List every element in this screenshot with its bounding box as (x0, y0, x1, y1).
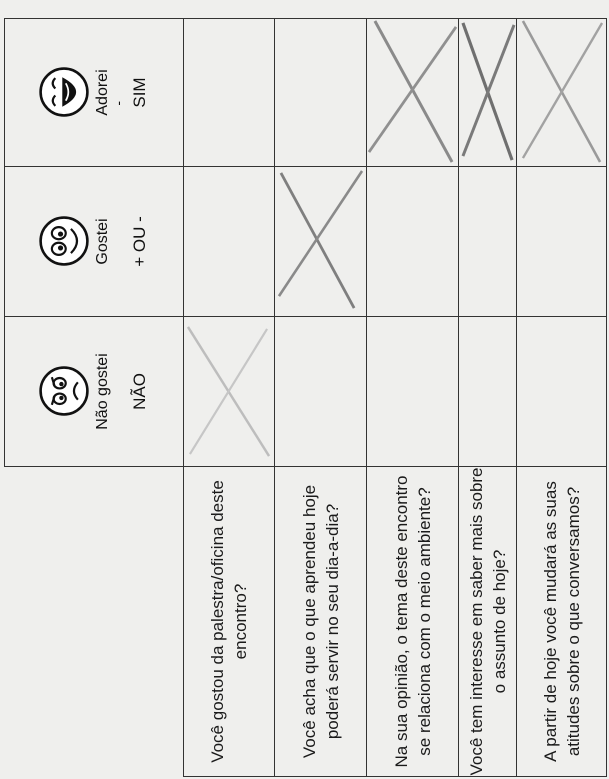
answer-cell-adorei (367, 19, 459, 167)
question-row (517, 19, 607, 777)
question-row (275, 19, 367, 777)
answer-cell-gostei (367, 167, 459, 317)
column-label: Não gostei (94, 353, 111, 430)
column-header-gostei (5, 167, 184, 317)
answer-cell-gostei (275, 167, 367, 317)
question-text: Você gostou da palestra/oficina deste encontro? (184, 467, 275, 777)
answer-cell-gostei (184, 167, 275, 317)
answer-cell-nao (275, 317, 367, 467)
satisfaction-survey-table (4, 18, 607, 777)
column-code: + OU - (130, 216, 149, 267)
smile-face-icon (38, 216, 90, 268)
sad-face-icon (38, 366, 90, 418)
question-row (184, 19, 275, 777)
question-text: A partir de hoje você mudará as suas atitudes sobre o que conversamos? (517, 467, 607, 777)
question-row (459, 19, 517, 777)
answer-cell-nao (184, 317, 275, 467)
answer-cell-adorei (184, 19, 275, 167)
answer-cell-adorei (459, 19, 517, 167)
column-code: NÃO (130, 373, 149, 410)
checked-x-mark (517, 19, 606, 166)
column-label: Adorei (94, 69, 111, 116)
column-code: - SIM (110, 77, 149, 108)
question-text: Você tem interesse em saber mais sobre o assunto de hoje? (459, 467, 517, 777)
question-text: Você acha que o que aprendeu hoje poderá servir no seu dia-a-dia? (275, 467, 367, 777)
checked-x-mark (184, 317, 274, 466)
laughing-face-icon (38, 67, 90, 119)
checked-x-mark (275, 167, 366, 316)
question-text: Na sua opinião, o tema deste encontro se relaciona com o meio ambiente? (367, 467, 459, 777)
column-label: Gostei (94, 218, 111, 265)
answer-cell-adorei (275, 19, 367, 167)
checked-x-mark (367, 19, 458, 166)
answer-cell-adorei (517, 19, 607, 167)
header-row (5, 19, 184, 777)
answer-cell-nao (459, 317, 517, 467)
answer-cell-gostei (459, 167, 517, 317)
empty-corner-cell (5, 467, 184, 777)
answer-cell-nao (367, 317, 459, 467)
column-header-nao (5, 317, 184, 467)
question-row (367, 19, 459, 777)
checked-x-mark (459, 19, 516, 166)
answer-cell-gostei (517, 167, 607, 317)
column-header-adorei (5, 19, 184, 167)
answer-cell-nao (517, 317, 607, 467)
